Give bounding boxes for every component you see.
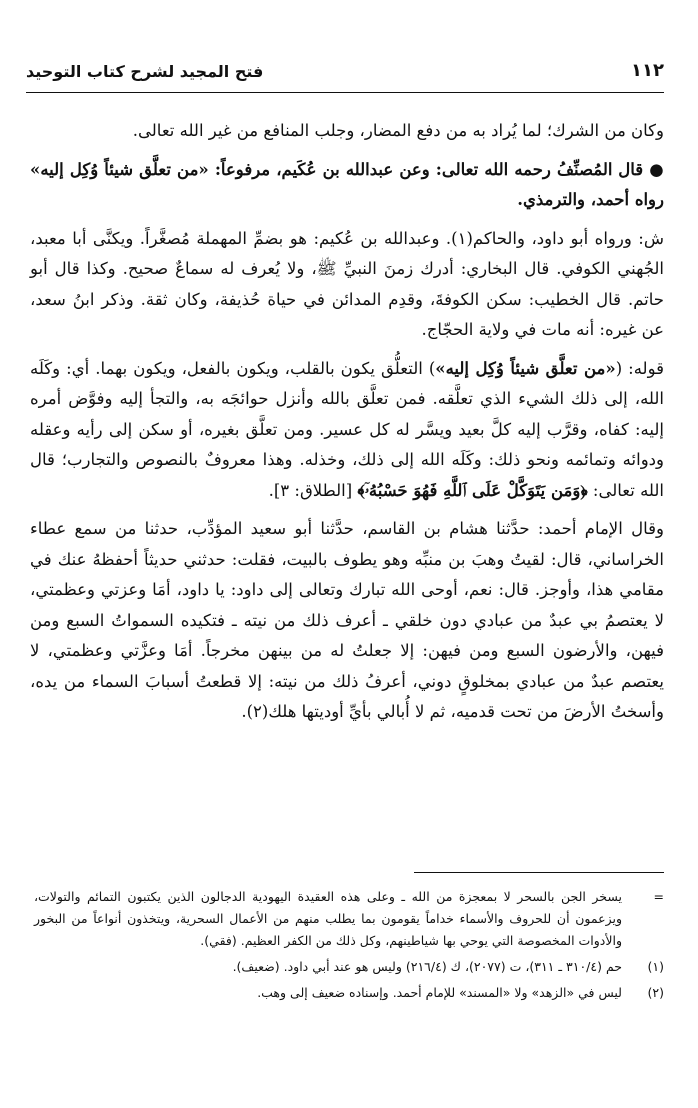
- author-quote-text: قال المُصنِّفُ رحمه الله تعالى: وعن عبدالله بن عُكَيم، مرفوعاً: «من تعلَّق شيئاً وُكِل إليه» رواه أحمد، والترمذي.: [30, 159, 664, 209]
- footnote-text: ليس في «الزهد» ولا «المسند» للإمام أحمد. وإسناده ضعيف إلى وهب.: [257, 985, 622, 1000]
- footnote-divider: [414, 872, 664, 873]
- footnotes: [34, 886, 664, 1008]
- footnote-1: [34, 956, 664, 978]
- commentary-paragraph: ش: ورواه أبو داود، والحاكم(١). وعبدالله بن عُكيم: هو بضمِّ المهملة مُصغَّراً. ويكنَّى أبا معبد، الجُهني الكوفي. قال البخاري: أدرك زمنَ النبيِّ ﷺ، ولا يُعرف له سماعٌ صحيح. وكذا قال أبو حاتم. قال الخطيب: سكن الكوفةَ، وقدِم المدائن في حياة حُذيفة، وكان ثقة. وذكر ابنُ سعد، عن غيره: أنه مات في ولاية الحجّاج.: [30, 228, 664, 339]
- page-number: ١١٢: [631, 60, 664, 81]
- hadith-quote: «من تعلَّق شيئاً وُكِل إليه»: [435, 358, 616, 378]
- footnote-mark: =: [653, 889, 664, 904]
- running-title: فتح المجيد لشرح كتاب التوحيد: [26, 62, 264, 81]
- footnote-mark: (٢): [647, 985, 664, 1000]
- bullet-icon: ●: [649, 159, 664, 179]
- author-quote-paragraph: [30, 155, 664, 216]
- explanation-paragraph: [30, 354, 664, 507]
- footnote-text: يسخر الجن بالسحر لا بمعجزة من الله ـ وعلى هذه العقيدة اليهودية الدجالون الذين يكتبون التمائم والتولات، ويزعمون أن للحروف والأسماء خداماً يقومون بما يطلب منهم من الأعمال السحرية، ويتخذون أنواعاً من البخور والأدوات المخصوصة التي يوحي بها شياطينهم، وكل ذلك من الكفر العظيم. (فقي).: [34, 889, 622, 948]
- page-header: [26, 58, 664, 93]
- footnote-text: حم (٣١٠/٤ ـ ٣١١)، ت (٢٠٧٧)، ك (٢١٦/٤) وليس هو عند أبي داود. (ضعيف).: [232, 959, 622, 974]
- verse-reference: [الطلاق: ٣].: [268, 480, 358, 500]
- explanation-text: ) التعلُّق يكون بالقلب، ويكون بالفعل، ويكون بهما. أي: وكَلَه الله، إلى ذلك الشيء الذي تعلَّقه. فمن تعلَّق بالله وأنزل حوائجَه به، والتجأ إليه وفوَّض أمره إليه: كفاه، وقرَّب إليه كلَّ بعيد ويسَّر له كل عسير. ومن تعلَّق بغيره، أو سكن إلى رأيه وعقله ودوائه وتمائمه ونحو ذلك: وكَلَه الله إلى ذلك، وخذله. وهذا معروفٌ بالنصوص والتجارب؛ قال الله تعالى:: [30, 358, 664, 500]
- narration-paragraph: وقال الإمام أحمد: حدَّثنا هشام بن القاسم، حدَّثنا أبو سعيد المؤدِّب، حدثنا من سمع عطاء الخراساني، قال: لقيتُ وهبَ بن منبِّه وهو يطوف بالبيت، فقلت: حدثني حديثاً أحفظهُ عنك في مقامي هذا، وأوجز. قال: نعم، أوحى الله تبارك وتعالى إلى داود: يا داود، أمَا وعزتي وعظمتي، لا يعتصمُ بي عبدٌ من عبادي دون خلقي ـ أعرف ذلك من نيته ـ فتكيده السمواتُ السبع ومن فيهن، والأرضون السبع ومن فيهن: إلا جعلتُ له من بينهن مخرجاً. أمَا وعزَّتي وعظمتي، لا يعتصم عبدٌ من عبادي بمخلوقٍ دوني، أعرفُ ذلك من نيته: إلا قطعتُ أسبابَ السماء من يده، وأسختُ الأرضَ من تحت قدميه، ثم لا أُبالي بأيِّ أوديتها هلك(٢).: [30, 519, 664, 721]
- paragraph-1: وكان من الشرك؛ لما يُراد به من دفع المضار، وجلب المنافع من غير الله تعالى.: [132, 121, 664, 140]
- main-text: [30, 116, 664, 736]
- footnote-mark: (١): [647, 959, 664, 974]
- footnote-continued: [34, 886, 664, 952]
- quran-verse: ﴿وَمَن يَتَوَكَّلْ عَلَى ٱللَّهِ فَهُوَ حَسْبُهُۥٓ﴾: [357, 480, 588, 500]
- explanation-lead: قوله: (: [615, 358, 664, 378]
- footnote-2: [34, 982, 664, 1004]
